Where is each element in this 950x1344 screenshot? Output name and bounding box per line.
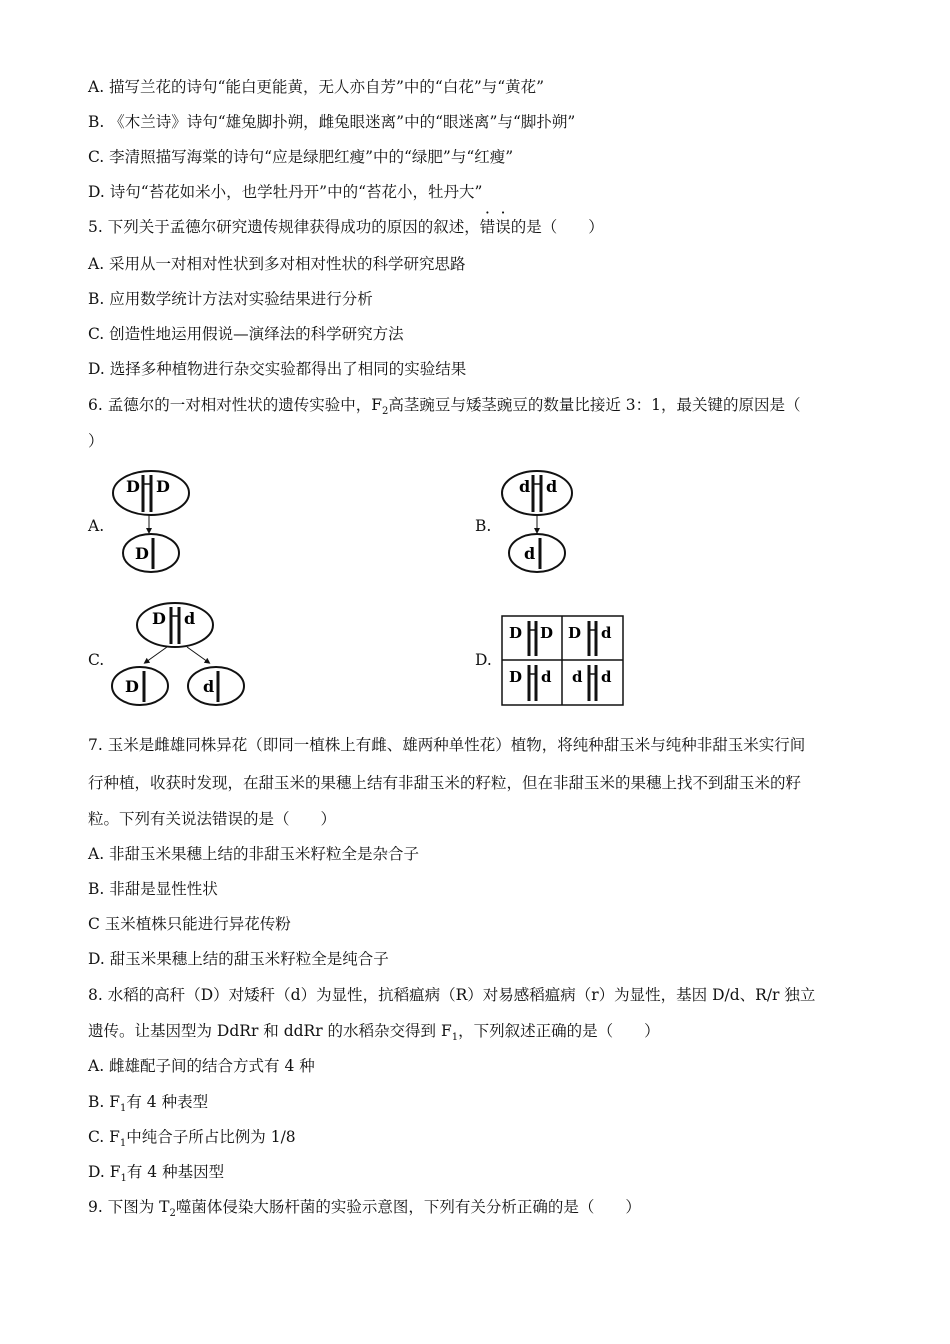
- allele-label: D: [540, 624, 554, 642]
- q8-option-b: [88, 1092, 209, 1115]
- allele-label: D: [509, 668, 523, 686]
- allele-label: D: [152, 609, 166, 628]
- q4-option-c: C. 李清照描写海棠的诗句“应是绿肥红瘦”中的“绿肥”与“红瘦”: [88, 148, 514, 166]
- q9-stem-pre: 9. 下图为 T: [88, 1198, 170, 1216]
- q6-subscript: 2: [381, 406, 389, 418]
- q7-option-b: B. 非甜是显性性状: [88, 880, 218, 898]
- q6-stem-pre: 6. 孟德尔的一对相对性状的遗传实验中，F: [88, 396, 382, 414]
- q8-option-b-pre: B. F: [88, 1093, 120, 1111]
- arrow-line: [146, 647, 167, 662]
- allele-label: d: [541, 668, 552, 686]
- allele-label: D: [509, 624, 523, 642]
- q6-label-a: A.: [88, 517, 105, 535]
- allele-label: d: [203, 677, 215, 696]
- q6-diagram-b: [495, 465, 580, 577]
- q8-stem-line2-pre: 遗传。让基因型为 DdRr 和 ddRr 的水稻杂交得到 F: [88, 1022, 452, 1040]
- q4-option-b: B. 《木兰诗》诗句“雄兔脚扑朔，雌兔眼迷离”中的“眼迷离”与“脚扑朔”: [88, 113, 576, 131]
- q9-stem: [88, 1197, 641, 1220]
- allele-label: d: [601, 624, 612, 642]
- q6-stem-post: 高茎豌豆与矮茎豌豆的数量比接近 3：1，最关键的原因是（: [388, 396, 801, 414]
- q6-stem: [88, 395, 801, 418]
- q5-emphasis-1: 错: [479, 218, 496, 236]
- q7-stem-line1: 7. 玉米是雌雄同株异花（即同一植株上有雌、雄两种单性花）植物，将纯种甜玉米与纯种非甜玉米实行间: [88, 736, 806, 754]
- allele-label: d: [184, 609, 196, 628]
- q6-label-d: D.: [475, 651, 492, 669]
- q8-option-d-pre: D. F: [88, 1163, 121, 1181]
- q4-option-a: A. 描写兰花的诗句“能白更能黄，无人亦自芳”中的“白花”与“黄花”: [88, 78, 545, 96]
- q8-option-c-sub: 1: [119, 1138, 127, 1150]
- q7-stem-line3: 粒。下列有关说法错误的是（ ）: [88, 810, 337, 828]
- q8-option-d-post: 有 4 种基因型: [126, 1163, 225, 1181]
- allele-label: d: [519, 477, 531, 496]
- q5-option-b: B. 应用数学统计方法对实验结果进行分析: [88, 290, 373, 308]
- allele-label: d: [601, 668, 612, 686]
- allele-label: d: [572, 668, 583, 686]
- q8-subscript: 1: [451, 1032, 459, 1044]
- q8-option-c-pre: C. F: [88, 1128, 120, 1146]
- q6-stem-line2: ）: [88, 432, 104, 450]
- q8-option-b-post: 有 4 种表型: [126, 1093, 209, 1111]
- q8-option-c-post: 中纯合子所占比例为 1/8: [126, 1128, 296, 1146]
- q5-option-d: D. 选择多种植物进行杂交实验都得出了相同的实验结果: [88, 360, 467, 378]
- allele-label: D: [135, 544, 149, 563]
- q4-option-d: D. 诗句“苔花如米小，也学牡丹开”中的“苔花小，牡丹大”: [88, 183, 483, 201]
- q9-subscript: 2: [169, 1208, 176, 1220]
- gamete-cell: [188, 667, 244, 705]
- q6-diagram-c: [105, 598, 255, 710]
- q6-label-c: C.: [88, 651, 105, 669]
- arrow-line: [187, 647, 208, 662]
- q5-option-a: A. 采用从一对相对性状到多对相对性状的科学研究思路: [88, 255, 466, 273]
- q8-option-c: [88, 1127, 296, 1150]
- parent-cell: [502, 471, 572, 515]
- q6-diagram-d: [500, 614, 626, 708]
- q5-emphasis-2: 误: [495, 218, 511, 236]
- q8-stem-line2: [88, 1021, 660, 1044]
- allele-label: D: [568, 624, 582, 642]
- allele-label: D: [156, 477, 170, 496]
- q5-stem-post: 的是（ ）: [510, 218, 604, 236]
- gamete-cell: [112, 667, 168, 705]
- q7-option-a: A. 非甜玉米果穗上结的非甜玉米籽粒全是杂合子: [88, 845, 420, 863]
- q7-option-c: C 玉米植株只能进行异花传粉: [88, 915, 291, 933]
- q7-stem-line2: 行种植，收获时发现，在甜玉米的果穗上结有非甜玉米的籽粒，但在非甜玉米的果穗上找不到甜玉米的籽: [88, 774, 802, 792]
- allele-label: d: [524, 544, 536, 563]
- q6-diagram-a: [105, 465, 200, 577]
- q9-stem-post: 噬菌体侵染大肠杆菌的实验示意图，下列有关分析正确的是（ ）: [175, 1198, 641, 1216]
- parent-cell: [137, 603, 213, 647]
- q8-stem-line2-post: ，下列叙述正确的是（ ）: [458, 1022, 660, 1040]
- gamete-cell: [509, 534, 565, 572]
- q8-stem-line1: 8. 水稻的高秆（D）对矮秆（d）为显性，抗稻瘟病（R）对易感稻瘟病（r）为显性，基因 D/d、R/r 独立: [88, 986, 816, 1004]
- q8-option-a: A. 雌雄配子间的结合方式有 4 种: [88, 1057, 315, 1075]
- q8-option-b-sub: 1: [120, 1103, 127, 1115]
- q8-option-d-sub: 1: [120, 1173, 127, 1185]
- gamete-cell: [123, 534, 179, 572]
- q7-option-d: D. 甜玉米果穗上结的甜玉米籽粒全是纯合子: [88, 950, 389, 968]
- allele-label: D: [125, 677, 139, 696]
- allele-label: D: [126, 477, 140, 496]
- q5-stem: [88, 217, 604, 237]
- q6-label-b: B.: [475, 517, 492, 535]
- q5-stem-pre: 5. 下列关于孟德尔研究遗传规律获得成功的原因的叙述，: [88, 218, 480, 236]
- allele-label: d: [546, 477, 558, 496]
- q8-option-d: [88, 1162, 225, 1185]
- q5-option-c: C. 创造性地运用假说—演绎法的科学研究方法: [88, 325, 404, 343]
